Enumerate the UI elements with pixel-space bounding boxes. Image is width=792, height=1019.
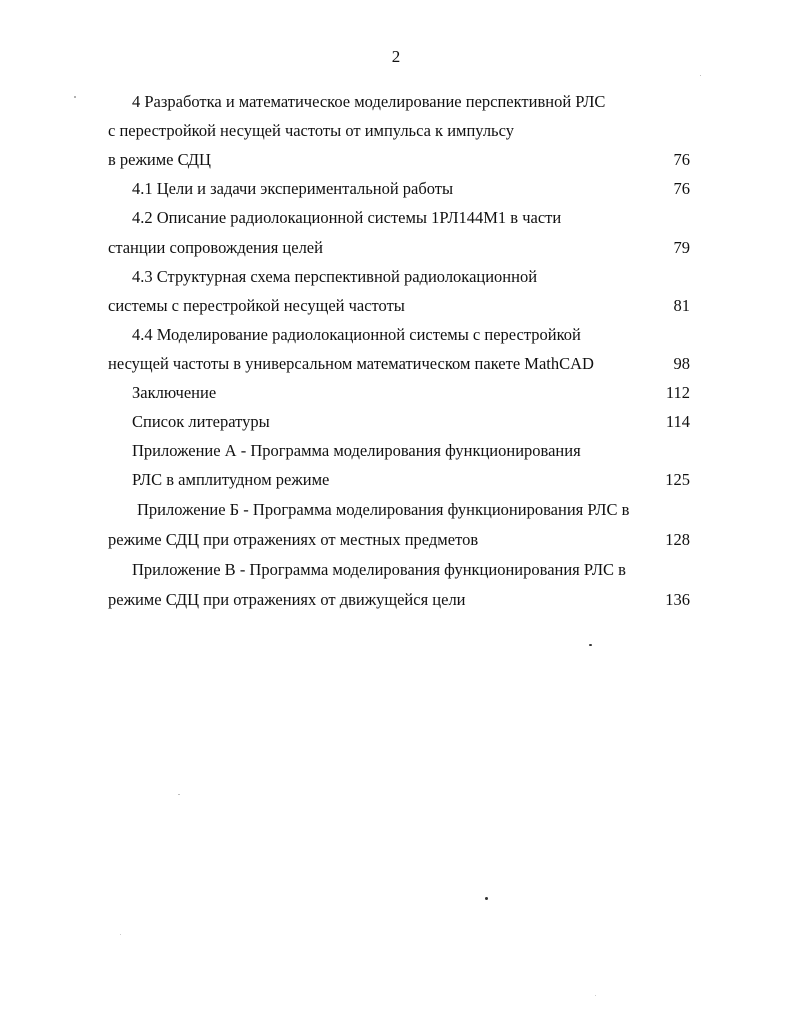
toc-references-line1: Список литературы: [132, 412, 270, 431]
toc-references-page: 114: [665, 412, 690, 431]
toc-s44-line1: 4.4 Моделирование радиолокационной системы с перестройкой: [132, 325, 581, 344]
toc-appB-line2: режиме СДЦ при отражениях от местных предметов: [108, 530, 479, 549]
toc-s43-line1: 4.3 Структурная схема перспективной радиолокационной: [132, 267, 538, 286]
toc-s42-line1: 4.2 Описание радиолокационной системы 1РЛ144М1 в части: [132, 208, 562, 227]
toc-s41-line1: 4.1 Цели и задачи экспериментальной работы: [132, 179, 454, 198]
toc-s42-page: 79: [673, 238, 690, 257]
scan-speck: [120, 934, 121, 935]
toc-s42-line2: станции сопровождения целей: [108, 238, 323, 257]
toc-appB-page: 128: [665, 530, 690, 549]
toc-s43-page: 81: [673, 296, 690, 315]
toc-appB-line1: Приложение Б - Программа моделирования функционирования РЛС в: [137, 500, 630, 519]
scan-speck: [595, 995, 596, 996]
toc-s41-page: 76: [673, 179, 690, 198]
toc-s43-line2: системы с перестройкой несущей частоты: [108, 296, 405, 315]
scan-speck: [74, 96, 76, 98]
toc-appA-line2: РЛС в амплитудном режиме: [132, 470, 330, 489]
toc-ch4-page: 76: [673, 150, 690, 169]
scan-speck: [700, 75, 701, 76]
toc-appV-page: 136: [665, 590, 690, 609]
scan-speck: [178, 794, 180, 795]
toc-ch4-line1: 4 Разработка и математическое моделирование перспективной РЛС: [132, 92, 606, 111]
toc-appA-line1: Приложение А - Программа моделирования функционирования: [132, 441, 581, 460]
toc-conclusion-line1: Заключение: [132, 383, 217, 402]
page-number: 2: [391, 47, 401, 66]
toc-appV-line2: режиме СДЦ при отражениях от движущейся цели: [108, 590, 466, 609]
scan-speck: [485, 897, 488, 900]
toc-appV-line1: Приложение В - Программа моделирования функционирования РЛС в: [132, 560, 626, 579]
toc-ch4-line2: с перестройкой несущей частоты от импульса к импульсу: [108, 121, 514, 140]
scan-speck: [589, 644, 592, 646]
toc-s44-line2: несущей частоты в универсальном математическом пакете MathCAD: [108, 354, 594, 373]
toc-conclusion-page: 112: [665, 383, 690, 402]
toc-ch4-line3: в режиме СДЦ: [108, 150, 211, 169]
toc-appA-page: 125: [665, 470, 690, 489]
toc-s44-page: 98: [673, 354, 690, 373]
